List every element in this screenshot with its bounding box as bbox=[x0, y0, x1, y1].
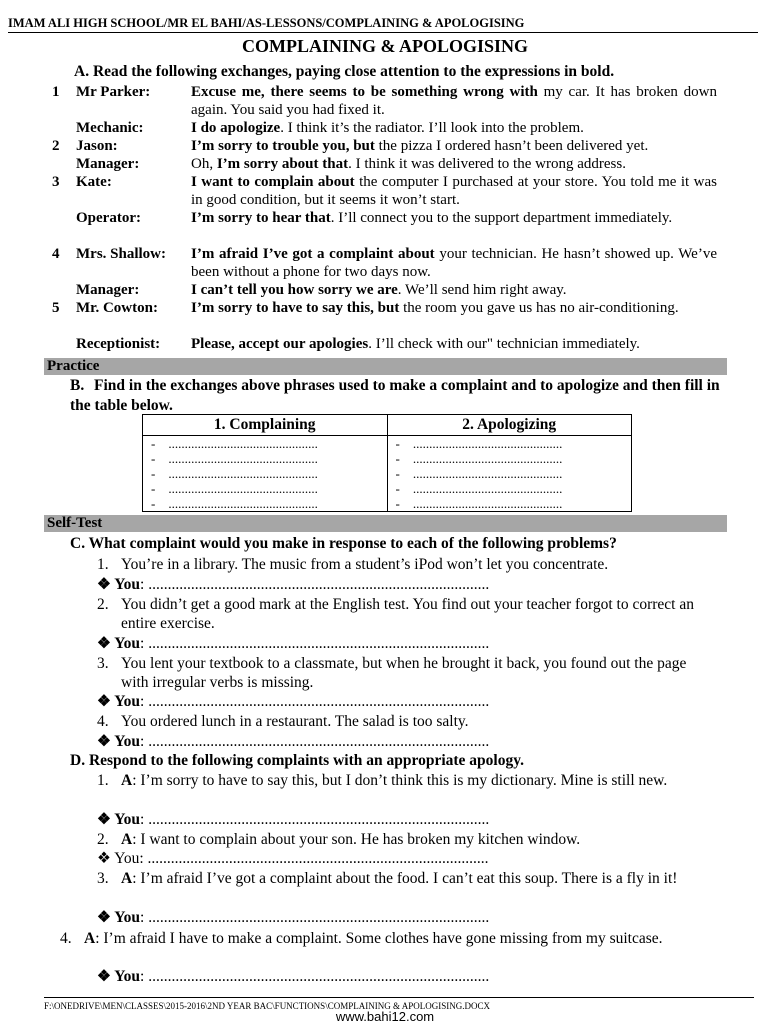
you-label: ❖ You bbox=[97, 850, 140, 867]
key-expression: I’m sorry to have to say this, but bbox=[191, 300, 400, 316]
exchange-text bbox=[191, 299, 717, 317]
answer-dots: : ........................................................................................ bbox=[140, 811, 490, 828]
section-a-instruction: A. Read the following exchanges, paying close attention to the expressions in bold. bbox=[74, 63, 615, 80]
blank-dots: .............................................. bbox=[412, 481, 563, 496]
exchange-text-rest: . I’ll check with our" technician immediately. bbox=[368, 336, 640, 352]
speaker-a: A bbox=[84, 930, 96, 947]
complaint-text bbox=[84, 929, 680, 948]
speaker-name: Manager: bbox=[76, 282, 140, 298]
speaker-name: Kate: bbox=[76, 174, 112, 190]
you-answer-line bbox=[97, 575, 489, 594]
you-label: ❖ You bbox=[97, 909, 141, 926]
blank-dots: .............................................. bbox=[412, 496, 563, 511]
speaker-name: Mechanic: bbox=[76, 120, 144, 136]
apologizing-blank bbox=[387, 466, 632, 481]
complaint-body: : I’m afraid I have to make a complaint. Some clothes have gone missing from my suitcase. bbox=[95, 930, 663, 947]
page-header: IMAM ALI HIGH SCHOOL/MR EL BAHI/AS-LESSONS/COMPLAINING & APOLOGISING bbox=[8, 16, 758, 33]
blank-dash: - bbox=[151, 496, 156, 511]
complaint-text bbox=[121, 869, 717, 888]
blank-dots: .............................................. bbox=[412, 436, 563, 451]
answer-dots: : ........................................................................................ bbox=[140, 635, 490, 652]
problem-text: You lent your textbook to a classmate, but when he brought it back, you found out the page with irregular verbs is missing. bbox=[121, 655, 687, 691]
problem-text: You didn’t get a good mark at the English test. You find out your teacher forgot to correct an entire exercise. bbox=[121, 596, 694, 632]
answer-dots: : ........................................................................................ bbox=[140, 909, 490, 926]
you-label: ❖ You bbox=[97, 635, 141, 652]
section-b-text: Find in the exchanges above phrases used to make a complaint and to apologize and then fill in the table below. bbox=[70, 377, 720, 414]
item-number: 4. bbox=[97, 713, 109, 730]
blank-dots: .............................................. bbox=[168, 481, 318, 496]
key-expression: I’m sorry to hear that bbox=[191, 210, 331, 226]
apologizing-blank bbox=[387, 436, 632, 452]
problem-text: You ordered lunch in a restaurant. The salad is too salty. bbox=[121, 713, 469, 730]
practice-bar: Practice bbox=[44, 358, 727, 375]
speaker-a: A bbox=[121, 831, 133, 848]
exchange-text bbox=[191, 83, 717, 119]
key-expression: I want to complain about bbox=[191, 174, 355, 190]
blank-dash: - bbox=[151, 466, 156, 481]
exchange-number: 1 bbox=[52, 84, 60, 100]
answer-dots: : ........................................................................................ bbox=[140, 733, 490, 750]
exchange-text-rest: . I think it’s the radiator. I’ll look into the problem. bbox=[280, 120, 584, 136]
section-b-instruction bbox=[70, 376, 720, 416]
exchange-number: 4 bbox=[52, 246, 60, 262]
speaker-name: Jason: bbox=[76, 138, 118, 154]
you-answer-line bbox=[97, 908, 489, 927]
speaker-name: Receptionist: bbox=[76, 336, 161, 352]
exchange-text-rest: the pizza I ordered hasn’t been delivered yet. bbox=[374, 138, 649, 154]
answer-dots: : ........................................................................................ bbox=[140, 693, 490, 710]
complaining-blank bbox=[143, 451, 388, 466]
apologizing-blank bbox=[387, 451, 632, 466]
exchange-text-rest: . We’ll send him right away. bbox=[397, 282, 567, 298]
table-row bbox=[143, 466, 632, 481]
exchange-text bbox=[191, 245, 717, 281]
speaker-a: A bbox=[121, 772, 133, 789]
table-row bbox=[143, 496, 632, 512]
blank-dash: - bbox=[395, 436, 400, 451]
table-row bbox=[143, 481, 632, 496]
exchange-text bbox=[191, 281, 717, 299]
answer-dots: : ........................................................................................ bbox=[140, 968, 490, 985]
complaining-header: 1. Complaining bbox=[143, 415, 388, 436]
speaker-a: A bbox=[121, 870, 133, 887]
blank-dash: - bbox=[395, 481, 400, 496]
blank-dots: .............................................. bbox=[168, 496, 318, 511]
you-answer-line bbox=[97, 634, 489, 653]
complaining-blank bbox=[143, 496, 388, 512]
apologizing-blank bbox=[387, 481, 632, 496]
you-answer-line bbox=[97, 849, 489, 868]
section-d-instruction: D. Respond to the following complaints with an appropriate apology. bbox=[70, 752, 525, 769]
exchange-text bbox=[191, 335, 717, 353]
exchange-text-pre: Oh, bbox=[191, 156, 217, 172]
complaining-blank bbox=[143, 466, 388, 481]
you-label: ❖ You bbox=[97, 576, 141, 593]
speaker-name: Mrs. Shallow: bbox=[76, 246, 166, 262]
blank-dash: - bbox=[151, 481, 156, 496]
table-row bbox=[143, 451, 632, 466]
you-label: ❖ You bbox=[97, 968, 141, 985]
complaint-body: : I want to complain about your son. He has broken my kitchen window. bbox=[132, 831, 581, 848]
complaint-body: : I’m sorry to have to say this, but I don’t think this is my dictionary. Mine is still new. bbox=[132, 772, 668, 789]
complaint-text bbox=[121, 830, 717, 849]
key-expression: Excuse me, there seems to be something wrong with bbox=[191, 84, 538, 100]
key-expression: Please, accept our apologies bbox=[191, 336, 369, 352]
problem-text: You’re in a library. The music from a student’s iPod won’t let you concentrate. bbox=[121, 556, 609, 573]
item-number: 2. bbox=[97, 596, 109, 613]
exchange-text-rest: the computer I purchased at your store. You told me it was in good condition, but it seems it won’t start. bbox=[191, 174, 717, 208]
item-number: 1. bbox=[97, 556, 109, 573]
complaining-blank bbox=[143, 481, 388, 496]
exchange-text-rest: . I’ll connect you to the support department immediately. bbox=[330, 210, 673, 226]
section-b-label: B. bbox=[70, 377, 85, 394]
key-expression: I do apologize bbox=[191, 120, 281, 136]
you-label: ❖ You bbox=[97, 693, 141, 710]
speaker-name: Manager: bbox=[76, 156, 140, 172]
you-label: ❖ You bbox=[97, 811, 141, 828]
exchange-text-rest: . I think it was delivered to the wrong address. bbox=[348, 156, 626, 172]
exchange-text-rest: the room you gave us has no air-conditioning. bbox=[399, 300, 679, 316]
blank-dots: .............................................. bbox=[168, 466, 318, 481]
file-path-footer: F:\ONEDRIVE\MEN\CLASSES\2015-2016\2ND YEAR BAC\FUNCTIONS\COMPLAINING & APOLOGISING.DOCX bbox=[44, 997, 754, 1011]
complaining-blank bbox=[143, 436, 388, 452]
apologizing-blank bbox=[387, 496, 632, 512]
you-answer-line bbox=[97, 810, 489, 829]
item-number: 3. bbox=[97, 870, 109, 887]
key-expression: I’m sorry to trouble you, but bbox=[191, 138, 375, 154]
exchange-number: 5 bbox=[52, 300, 60, 316]
key-expression: I’m sorry about that bbox=[216, 156, 349, 172]
table-row bbox=[143, 436, 632, 452]
blank-dash: - bbox=[395, 496, 400, 511]
speaker-name: Mr. Cowton: bbox=[76, 300, 158, 316]
website-url: www.bahi12.com bbox=[335, 1009, 435, 1024]
self-test-bar: Self-Test bbox=[44, 515, 727, 532]
complaint-body: : I’m afraid I’ve got a complaint about the food. I can’t eat this soup. There is a fly in it! bbox=[132, 870, 678, 887]
exchange-text bbox=[191, 155, 717, 173]
fill-in-table bbox=[142, 414, 632, 512]
blank-dash: - bbox=[151, 436, 156, 451]
you-label: ❖ You bbox=[97, 733, 141, 750]
key-expression: I can’t tell you how sorry we are bbox=[191, 282, 398, 298]
blank-dots: .............................................. bbox=[412, 466, 563, 481]
item-number: 2. bbox=[97, 831, 109, 848]
complaint-text bbox=[121, 771, 717, 790]
speaker-name: Operator: bbox=[76, 210, 141, 226]
exchange-text bbox=[191, 173, 717, 209]
you-answer-line bbox=[97, 692, 489, 711]
blank-dash: - bbox=[151, 451, 156, 466]
exchange-number: 3 bbox=[52, 174, 60, 190]
exchange-number: 2 bbox=[52, 138, 60, 154]
blank-dash: - bbox=[395, 451, 400, 466]
you-answer-line bbox=[97, 732, 489, 751]
apologizing-header: 2. Apologizing bbox=[387, 415, 632, 436]
item-number: 3. bbox=[97, 655, 109, 672]
blank-dots: .............................................. bbox=[168, 436, 318, 451]
answer-dots: : ........................................................................................ bbox=[140, 576, 490, 593]
speaker-name: Mr Parker: bbox=[76, 84, 151, 100]
exchange-text-rest: my car. It has broken down again. You said you had fixed it. bbox=[191, 84, 717, 118]
item-number: 4. bbox=[60, 930, 72, 947]
answer-dots: : ........................................................................................ bbox=[139, 850, 489, 867]
exchange-text bbox=[191, 119, 717, 137]
blank-dots: .............................................. bbox=[168, 451, 318, 466]
exchange-text-rest: your technician. He hasn’t showed up. We’ve been without a phone for two days now. bbox=[191, 246, 717, 280]
exchange-text bbox=[191, 137, 717, 155]
you-answer-line bbox=[97, 967, 489, 986]
key-expression: I’m afraid I’ve got a complaint about bbox=[191, 246, 435, 262]
item-number: 1. bbox=[97, 772, 109, 789]
exchange-text bbox=[191, 209, 717, 227]
section-c-instruction: C. What complaint would you make in response to each of the following problems? bbox=[70, 535, 617, 552]
blank-dash: - bbox=[395, 466, 400, 481]
page-title: COMPLAINING & APOLOGISING bbox=[241, 36, 529, 56]
blank-dots: .............................................. bbox=[412, 451, 563, 466]
